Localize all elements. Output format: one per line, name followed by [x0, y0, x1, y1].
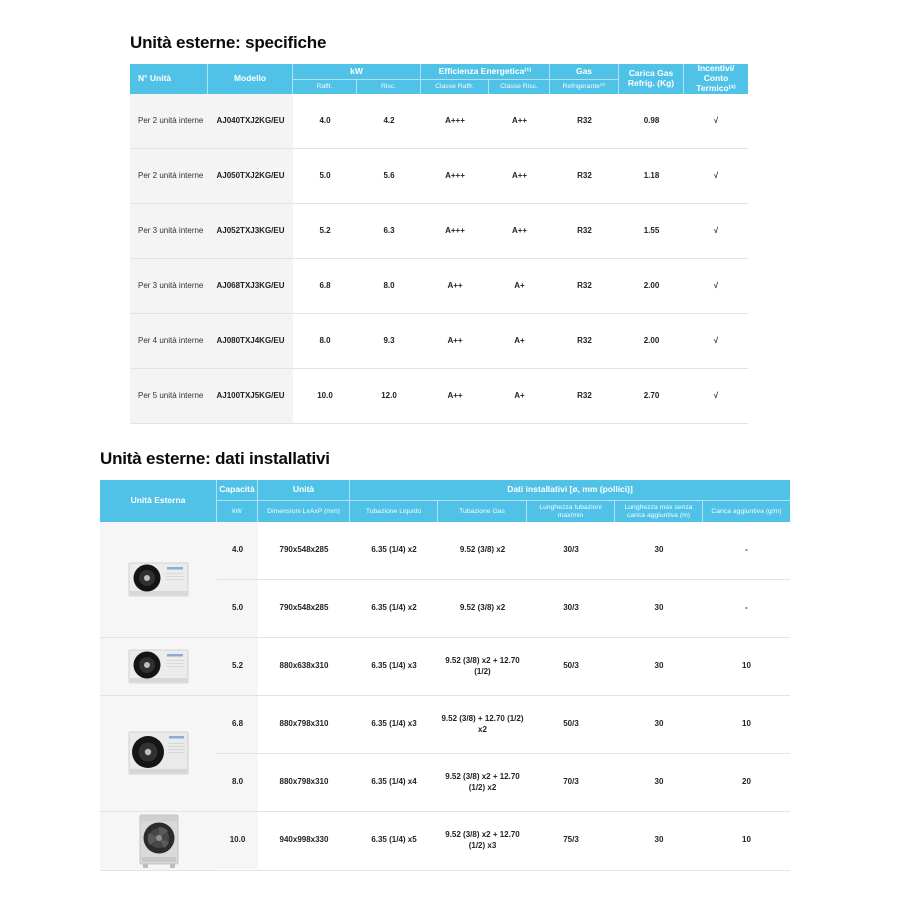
cell-tubazione-gas: 9.52 (3/8) x2 — [459, 545, 506, 555]
cell-dimensioni: 790x548x285 — [279, 603, 329, 613]
cell-tubazione-liquido: 6.35 (1/4) x5 — [371, 835, 417, 845]
checkmark-icon: √ — [713, 225, 719, 235]
cell-tubazione-liquido: 6.35 (1/4) x3 — [371, 719, 417, 729]
checkmark-icon: √ — [713, 170, 719, 180]
table-row — [130, 313, 748, 368]
checkmark-icon: √ — [713, 280, 719, 290]
table-row — [130, 94, 748, 148]
cell-tubazione-gas: 9.52 (3/8) x2 + 12.70 (1/2) x2 — [445, 772, 520, 792]
table2-header — [100, 480, 790, 522]
col-header-capacita: Capacità — [217, 480, 258, 501]
cell-modello: AJ050TXJ2KG/EU — [208, 149, 293, 203]
cell-modello: AJ080TXJ4KG/EU — [208, 314, 293, 368]
cell-tubazione-gas: 9.52 (3/8) + 12.70 (1/2) x2 — [441, 714, 524, 734]
cell-lunghezza: 30/3 — [563, 545, 579, 555]
cell-modello: AJ100TXJ5KG/EU — [208, 369, 293, 423]
table-row — [217, 579, 790, 637]
cell-tubazione-liquido: 6.35 (1/4) x2 — [371, 545, 417, 555]
table-row — [217, 522, 790, 579]
outdoor-unit-small-icon — [126, 645, 192, 689]
cell-capacita: 4.0 — [217, 522, 258, 579]
col-subheader-lunghezza-max: Lunghezza max senza carica aggiuntiva (m) — [615, 501, 703, 522]
cell-dimensioni: 940x998x330 — [279, 835, 329, 845]
cell-carica-aggiuntiva: 10 — [742, 661, 751, 671]
outdoor-unit-small-image — [100, 522, 217, 637]
table1-title: Unità esterne: specifiche — [130, 33, 327, 52]
checkmark-icon: √ — [713, 390, 719, 400]
cell-classe-raffr: A+++ — [445, 170, 465, 180]
cell-lunghezza-max: 30 — [654, 719, 664, 729]
col-header-kw: kW — [293, 64, 421, 80]
outdoor-unit-medium-icon — [126, 728, 192, 780]
unit-group — [100, 695, 790, 811]
cell-lunghezza: 75/3 — [563, 835, 579, 845]
cell-raffr: 5.0 — [319, 170, 331, 180]
cell-tubazione-liquido: 6.35 (1/4) x4 — [371, 777, 417, 787]
table-row — [217, 696, 790, 753]
cell-dimensioni: 880x798x310 — [279, 719, 329, 729]
cell-capacita: 10.0 — [217, 812, 258, 869]
table2-body — [100, 522, 790, 871]
table2-title: Unità esterne: dati installativi — [100, 449, 330, 468]
cell-tubazione-gas: 9.52 (3/8) x2 + 12.70 (1/2) — [445, 656, 520, 676]
cell-modello: AJ068TXJ3KG/EU — [208, 259, 293, 313]
col-subheader-classe-raffr: Classe Raffr. — [421, 80, 489, 94]
col-header-gas: Gas — [550, 64, 619, 80]
outdoor-unit-large-icon — [134, 812, 184, 870]
cell-carica: 2.70 — [643, 390, 660, 400]
cell-capacita: 6.8 — [217, 696, 258, 753]
col-subheader-lunghezza-tubazioni: Lunghezza tubazioni max/min — [527, 501, 615, 522]
outdoor-unit-medium-image — [100, 696, 217, 811]
cell-carica-aggiuntiva: 10 — [742, 835, 751, 845]
cell-modello: AJ040TXJ2KG/EU — [208, 94, 293, 148]
cell-risc: 8.0 — [383, 280, 395, 290]
cell-risc: 5.6 — [383, 170, 395, 180]
cell-carica: 1.55 — [643, 225, 660, 235]
cell-classe-risc: A+ — [514, 280, 525, 290]
col-subheader-refrigerante: Refrigerante⁽²⁾ — [550, 80, 619, 94]
table-row — [130, 203, 748, 258]
cell-lunghezza-max: 30 — [654, 835, 664, 845]
cell-classe-raffr: A+++ — [445, 225, 465, 235]
cell-risc: 9.3 — [383, 335, 395, 345]
cell-gas: R32 — [577, 390, 592, 400]
cell-risc: 6.3 — [383, 225, 395, 235]
cell-carica-aggiuntiva: - — [745, 603, 748, 613]
cell-raffr: 10.0 — [317, 390, 333, 400]
cell-classe-risc: A++ — [511, 115, 528, 125]
cell-capacita: 8.0 — [217, 754, 258, 811]
col-subheader-tubazione-liquido: Tubazione Liquido — [350, 501, 438, 522]
col-header-carica-gas: Carica Gas Refrig. (Kg) — [619, 64, 684, 94]
cell-raffr: 8.0 — [319, 335, 331, 345]
cell-tubazione-liquido: 6.35 (1/4) x3 — [371, 661, 417, 671]
cell-gas: R32 — [577, 115, 592, 125]
cell-classe-risc: A++ — [511, 170, 528, 180]
cell-classe-raffr: A+++ — [445, 115, 465, 125]
section-dati-installativi — [100, 449, 790, 871]
col-header-unita: Unità — [258, 480, 350, 501]
unit-group — [100, 637, 790, 695]
table1-body — [130, 94, 748, 424]
cell-lunghezza-max: 30 — [654, 661, 664, 671]
outdoor-unit-small-icon — [126, 558, 192, 602]
cell-dimensioni: 880x638x310 — [279, 661, 329, 671]
cell-classe-raffr: A++ — [447, 390, 463, 400]
unit-group — [100, 522, 790, 637]
cell-n-unita: Per 4 unità interne — [130, 314, 208, 368]
cell-classe-risc: A+ — [514, 390, 525, 400]
cell-carica: 1.18 — [643, 170, 660, 180]
cell-lunghezza-max: 30 — [654, 603, 664, 613]
col-subheader-carica-aggiuntiva: Carica aggiuntiva (g/m) — [711, 507, 782, 515]
table-row — [130, 368, 748, 423]
col-header-modello: Modello — [208, 64, 293, 94]
cell-capacita: 5.0 — [217, 580, 258, 637]
cell-lunghezza: 30/3 — [563, 603, 579, 613]
cell-gas: R32 — [577, 225, 592, 235]
cell-risc: 12.0 — [381, 390, 397, 400]
cell-classe-risc: A++ — [511, 225, 528, 235]
outdoor-unit-large-image — [100, 812, 217, 870]
col-subheader-tubazione-gas: Tubazione Gas — [438, 501, 527, 522]
table-row — [130, 148, 748, 203]
cell-raffr: 4.0 — [319, 115, 331, 125]
col-header-dati-installativi: Dati installativi [ø, mm (pollici)] — [350, 480, 790, 501]
col-subheader-kw: kW — [217, 501, 258, 522]
col-subheader-dimensioni: Dimensioni LxAxP (mm) — [258, 501, 350, 522]
col-subheader-classe-risc: Classe Risc. — [489, 80, 550, 94]
cell-n-unita: Per 3 unità interne — [130, 259, 208, 313]
table-row — [130, 258, 748, 313]
cell-classe-raffr: A++ — [447, 335, 463, 345]
table-row — [217, 812, 790, 869]
cell-capacita: 5.2 — [217, 638, 258, 695]
cell-classe-risc: A+ — [514, 335, 525, 345]
cell-lunghezza-max: 30 — [654, 777, 664, 787]
section-specifiche — [130, 33, 748, 424]
cell-gas: R32 — [577, 335, 592, 345]
cell-tubazione-gas: 9.52 (3/8) x2 — [459, 603, 506, 613]
cell-n-unita: Per 3 unità interne — [130, 204, 208, 258]
checkmark-icon: √ — [713, 335, 719, 345]
cell-carica-aggiuntiva: 10 — [742, 719, 751, 729]
cell-carica: 2.00 — [643, 280, 660, 290]
cell-n-unita: Per 2 unità interne — [130, 149, 208, 203]
cell-tubazione-gas: 9.52 (3/8) x2 + 12.70 (1/2) x3 — [445, 830, 520, 850]
cell-carica: 0.98 — [643, 115, 660, 125]
cell-lunghezza: 50/3 — [563, 661, 579, 671]
col-header-incentivi: Incentivi/ Conto Termico⁽³⁾ — [696, 63, 736, 93]
col-header-efficienza: Efficienza Energetica⁽¹⁾ — [421, 64, 550, 80]
outdoor-unit-small-image — [100, 638, 217, 695]
col-subheader-risc: Risc. — [357, 80, 421, 94]
cell-gas: R32 — [577, 280, 592, 290]
cell-lunghezza-max: 30 — [654, 545, 664, 555]
cell-n-unita: Per 2 unità interne — [130, 94, 208, 148]
cell-n-unita: Per 5 unità interne — [130, 369, 208, 423]
unit-group — [100, 811, 790, 870]
table-row — [217, 753, 790, 811]
cell-dimensioni: 880x798x310 — [279, 777, 329, 787]
cell-gas: R32 — [577, 170, 592, 180]
cell-risc: 4.2 — [383, 115, 395, 125]
col-header-n-unita: N° Unità — [130, 64, 208, 94]
checkmark-icon: √ — [713, 115, 719, 125]
cell-modello: AJ052TXJ3KG/EU — [208, 204, 293, 258]
cell-carica-aggiuntiva: - — [745, 545, 748, 555]
table1-header — [130, 64, 748, 94]
cell-tubazione-liquido: 6.35 (1/4) x2 — [371, 603, 417, 613]
cell-carica: 2.00 — [643, 335, 660, 345]
col-header-unita-esterna: Unità Esterna — [100, 480, 217, 522]
cell-raffr: 6.8 — [319, 280, 331, 290]
cell-lunghezza: 70/3 — [563, 777, 579, 787]
cell-carica-aggiuntiva: 20 — [742, 777, 751, 787]
cell-lunghezza: 50/3 — [563, 719, 579, 729]
table-row — [217, 638, 790, 695]
cell-dimensioni: 790x548x285 — [279, 545, 329, 555]
col-subheader-raffr: Raffr. — [293, 80, 357, 94]
cell-classe-raffr: A++ — [447, 280, 463, 290]
cell-raffr: 5.2 — [319, 225, 331, 235]
